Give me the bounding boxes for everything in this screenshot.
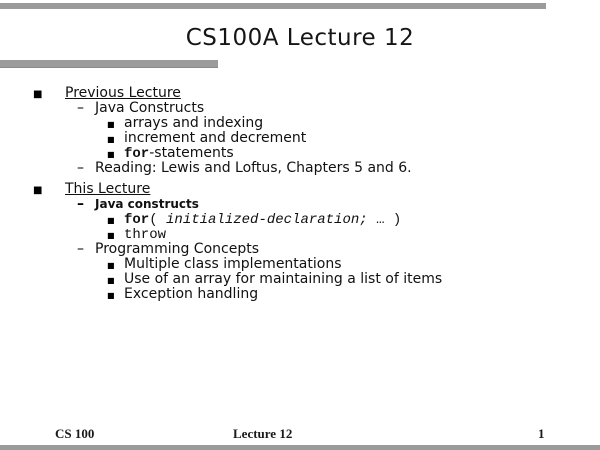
footer-lecture-label: Lecture 12 [233,426,293,441]
bullet-item [33,116,583,131]
square-bullet-icon: ■ [107,276,115,285]
bullet-item [33,242,583,257]
square-bullet-icon: ■ [107,261,115,270]
dash-bullet-icon: – [77,196,84,212]
square-bullet-icon: ■ [107,120,115,129]
bullet-item-text: arrays and indexing [124,115,264,131]
bullet-item [33,272,583,287]
bullet-item-text: for-statements [124,145,234,162]
bullet-item [33,131,583,146]
square-bullet-icon: ■ [107,135,115,144]
bullet-item-text: Multiple class implementations [124,256,342,272]
footer-page-number: 1 [538,426,545,441]
bullet-item [33,182,583,197]
bullet-item [33,101,583,116]
dash-bullet-icon: – [77,241,84,257]
square-bullet-icon: ■ [33,89,43,100]
square-bullet-icon: ■ [107,216,115,225]
bullet-item-text: Programming Concepts [95,241,260,257]
square-bullet-icon: ■ [33,185,43,196]
bottom-divider-bar [0,445,600,450]
bullet-item-text: for( initialized-declaration; … ) [124,212,402,228]
top-divider-bar [0,3,546,9]
bullet-item-text: Java Constructs [95,100,205,116]
bullet-item-text: This Lecture [65,181,151,197]
bullet-item-text: throw [124,227,167,243]
footer-course-label: CS 100 [55,426,95,441]
bullet-item-text: Java constructs [95,197,199,211]
bullet-item [33,257,583,272]
bullet-list [33,86,583,302]
title-underline-bar [0,60,218,68]
bullet-item [33,227,583,242]
bullet-item [33,146,583,161]
bullet-item [33,86,583,101]
square-bullet-icon: ■ [107,231,115,240]
bullet-item-text: increment and decrement [124,130,307,146]
bullet-item [33,197,583,212]
bullet-item-text: Reading: Lewis and Loftus, Chapters 5 and 6. [95,160,412,176]
bullet-item [33,287,583,302]
square-bullet-icon: ■ [107,291,115,300]
square-bullet-icon: ■ [107,150,115,159]
slide-title: CS100A Lecture 12 [185,25,415,51]
bullet-item-text: Use of an array for maintaining a list of items [124,271,443,287]
bullet-item [33,161,583,176]
dash-bullet-icon: – [77,160,84,176]
bullet-item-text: Previous Lecture [65,85,181,101]
footer [0,426,600,442]
dash-bullet-icon: – [77,100,84,116]
bullet-item [33,212,583,227]
bullet-item-text: Exception handling [124,286,259,302]
